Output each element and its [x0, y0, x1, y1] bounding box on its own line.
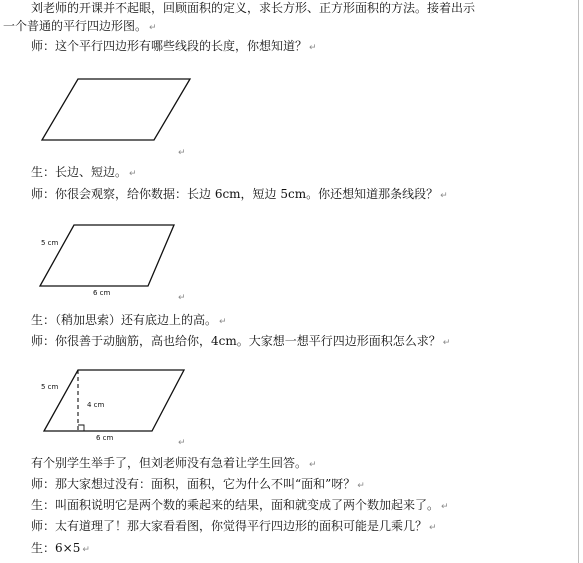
paragraph-text: 师：太有道理了！那大家看看图，你觉得平行四边形的面积可能是几乘几？ [31, 519, 428, 533]
paragraph-text: 师：那大家想过没有：面积，面积，它为什么不叫“面和”呀？ [31, 477, 356, 491]
paragraph-mark: ↵ [82, 545, 90, 555]
parallelogram-shape [42, 79, 190, 140]
student-answer-1 [31, 164, 137, 182]
student-answer-3 [31, 497, 449, 515]
paragraph-text: 生：6×5 [31, 541, 81, 555]
paragraph-mark: ↵ [442, 338, 451, 348]
parallelogram-figure-2 [38, 222, 188, 302]
narration-line [31, 455, 317, 473]
right-angle-mark [78, 425, 84, 431]
student-answer-2 [31, 312, 227, 330]
parallelogram-shape [40, 225, 174, 286]
page-margin-line [578, 0, 579, 563]
side-length-label: 5 cm [41, 383, 59, 391]
paragraph-mark: ↵ [440, 191, 448, 201]
base-length-label: 6 cm [96, 434, 114, 442]
paragraph-text: 师：这个平行四边形有哪些线段的长度，你想知道？ [31, 39, 308, 53]
paragraph-mark: ↵ [219, 317, 227, 327]
paragraph-text: 有个别学生举手了，但刘老师没有急着让学生回答。 [31, 456, 308, 470]
teacher-question-2 [31, 186, 448, 204]
paragraph-mark: ↵ [149, 23, 157, 33]
paragraph-mark: ↵ [357, 481, 365, 491]
paragraph-mark: ↵ [178, 148, 186, 158]
paragraph-text: 生：（稍加思索）还有底边上的高。 [31, 313, 218, 327]
figure-1-mark-line [176, 143, 186, 161]
paragraph-intro-line1 [31, 0, 475, 16]
teacher-question-3 [31, 333, 450, 351]
paragraph-intro-line2 [3, 18, 157, 36]
student-answer-4 [31, 540, 90, 558]
paragraph-mark: ↵ [309, 43, 317, 53]
paragraph-mark: ↵ [129, 169, 137, 179]
paragraph-text: 一个普通的平行四边形图。 [3, 19, 148, 33]
paragraph-mark: ↵ [309, 460, 317, 470]
paragraph-mark: ↵ [178, 438, 186, 448]
paragraph-mark: ↵ [178, 293, 186, 303]
paragraph-mark: ↵ [441, 502, 449, 512]
parallelogram-figure-1 [36, 76, 196, 146]
parallelogram-figure-3 [40, 367, 190, 447]
paragraph-text: 生：长边、短边。 [31, 165, 128, 179]
paragraph-text: 师：你很会观察，给你数据：长边 6cm，短边 5cm。你还想知道那条线段？ [31, 187, 439, 201]
figure-2-mark-line [176, 288, 186, 306]
teacher-question-1 [31, 38, 317, 56]
teacher-question-5 [31, 518, 437, 536]
side-length-label: 5 cm [41, 239, 59, 247]
parallelogram-shape [44, 370, 184, 431]
figure-3-mark-line [176, 433, 186, 451]
paragraph-text: 刘老师的开课并不起眼，回顾面积的定义，求长方形、正方形面积的方法。接着出示 [31, 1, 476, 15]
paragraph-text: 师：你很善于动脑筋，高也给你，4cm。大家想一想平行四边形面积怎么求？ [31, 334, 441, 348]
paragraph-mark: ↵ [429, 523, 437, 533]
height-length-label: 4 cm [87, 401, 105, 409]
teacher-question-4 [31, 476, 365, 494]
base-length-label: 6 cm [93, 289, 111, 297]
paragraph-text: 生：叫面积说明它是两个数的乘起来的结果，面和就变成了两个数加起来了。 [31, 498, 440, 512]
